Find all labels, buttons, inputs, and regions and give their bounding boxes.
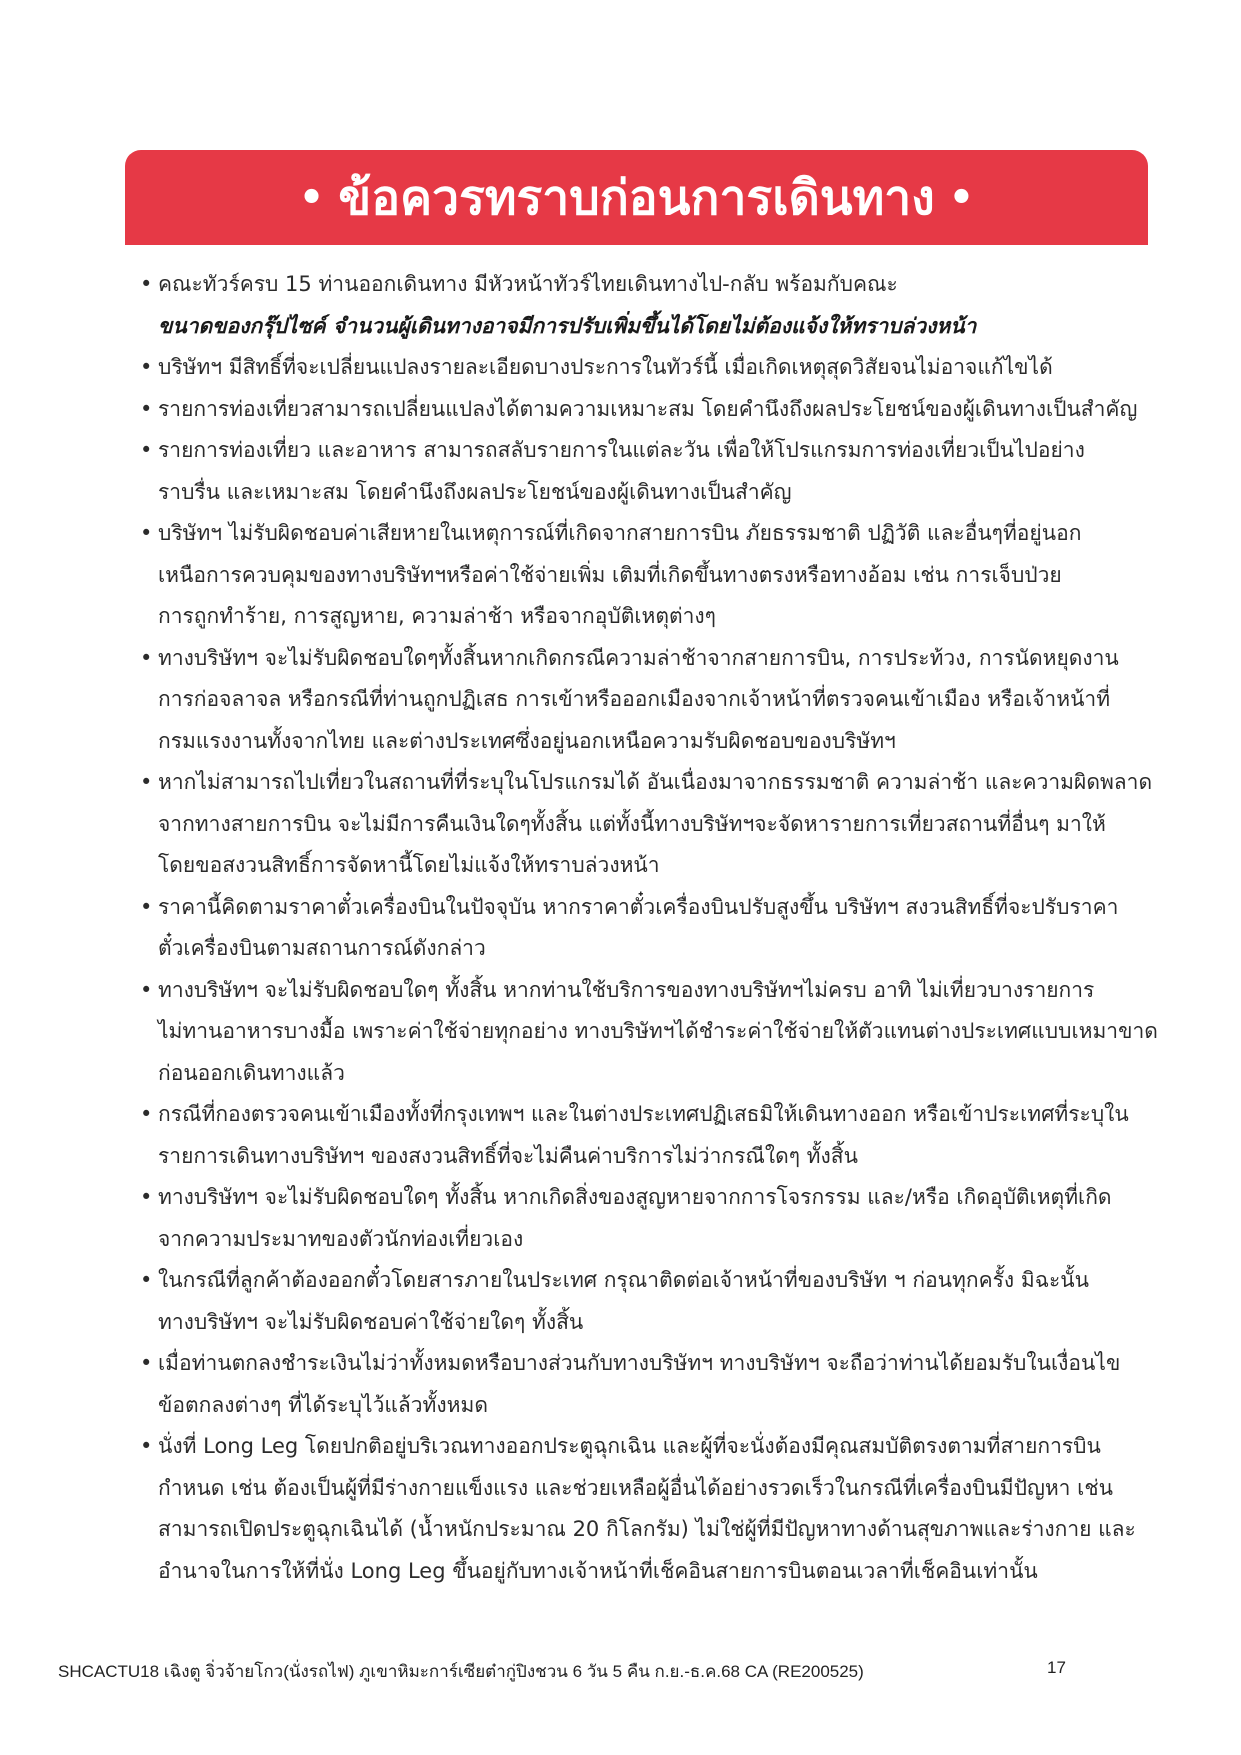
notice-item <box>140 762 1153 887</box>
page-number: 17 <box>1047 1658 1066 1677</box>
notice-line: • รายการท่องเที่ยวสามารถเปลี่ยนแปลงได้ตามความเหมาะสม โดยคำนึงถึงผลประโยชน์ของผู้เดินทางเป็นสำคัญ <box>158 396 1138 421</box>
notice-line: จากทางสายการบิน จะไม่มีการคืนเงินใดๆทั้งสิ้น แต่ทั้งนี้ทางบริษัทฯจะจัดหารายการเที่ยวสถานที่อื่นๆ มาให้ <box>158 811 1106 836</box>
notice-line: รายการเดินทางบริษัทฯ ของสงวนสิทธิ์ที่จะไม่คืนค่าบริการไม่ว่ากรณีใดๆ ทั้งสิ้น <box>158 1143 858 1168</box>
travel-notice-list <box>140 264 1158 1592</box>
notice-line: สามารถเปิดประตูฉุกเฉินได้ (น้ำหนักประมาณ 20 กิโลกรัม) ไม่ใช่ผู้ที่มีปัญหาทางด้านสุขภาพและร่างกาย และ <box>158 1517 1136 1541</box>
notice-line: ก่อนออกเดินทางแล้ว <box>158 1060 345 1085</box>
notice-line: • ทางบริษัทฯ จะไม่รับผิดชอบใดๆทั้งสิ้นหากเกิดกรณีความล่าช้าจากสายการบิน, การประท้วง, การนัดหยุดงาน <box>158 645 1119 670</box>
notice-item <box>140 513 1140 638</box>
notice-line: การถูกทำร้าย, การสูญหาย, ความล่าช้า หรือจากอุบัติเหตุต่างๆ <box>158 604 716 628</box>
notice-line: ราบรื่น และเหมาะสม โดยคำนึงถึงผลประโยชน์ของผู้เดินทางเป็นสำคัญ <box>158 479 792 504</box>
notice-item <box>140 347 1140 389</box>
notice-item <box>140 1094 1140 1177</box>
notice-line: จากความประมาทของตัวนักท่องเที่ยวเอง <box>158 1226 524 1251</box>
notice-item <box>140 638 1140 763</box>
notice-item <box>140 1343 1140 1426</box>
notice-item <box>140 430 1140 513</box>
notice-line: • บริษัทฯ มีสิทธิ์ที่จะเปลี่ยนแปลงรายละเอียดบางประการในทัวร์นี้ เมื่อเกิดเหตุสุดวิสัยจนไม่อาจแก้ไขได้ <box>158 355 1053 379</box>
section-title: ข้อควรทราบก่อนการเดินทาง <box>338 169 935 226</box>
notice-line: • ในกรณีที่ลูกค้าต้องออกตั๋วโดยสารภายในประเทศ กรุณาติดต่อเจ้าหน้าที่ของบริษัท ฯ ก่อนทุกครั้ง มิฉะนั้น <box>158 1268 1089 1292</box>
notice-item <box>140 1260 1140 1343</box>
notice-line: • บริษัทฯ ไม่รับผิดชอบค่าเสียหายในเหตุการณ์ที่เกิดจากสายการบิน ภัยธรรมชาติ ปฏิวัติ และอื่นๆที่อยู่นอก <box>158 521 1082 545</box>
notice-line: กรมแรงงานทั้งจากไทย และต่างประเทศซึ่งอยู่นอกเหนือความรับผิดชอบของบริษัทฯ <box>158 728 896 753</box>
notice-line: โดยขอสงวนสิทธิ์การจัดหานี้โดยไม่แจ้งให้ทราบล่วงหน้า <box>158 853 660 877</box>
notice-line: • รายการท่องเที่ยว และอาหาร สามารถสลับรายการในแต่ละวัน เพื่อให้โปรแกรมการท่องเที่ยวเป็นไปอย่าง <box>158 438 1085 462</box>
title-bullet-left: • <box>298 174 325 221</box>
notice-line: • ทางบริษัทฯ จะไม่รับผิดชอบใดๆ ทั้งสิ้น หากท่านใช้บริการของทางบริษัทฯไม่ครบ อาทิ ไม่เที่ยวบางรายการ <box>158 977 1095 1002</box>
notice-item <box>140 1177 1140 1260</box>
notice-item <box>140 970 1158 1095</box>
section-title-banner <box>125 150 1148 245</box>
notice-line: • ทางบริษัทฯ จะไม่รับผิดชอบใดๆ ทั้งสิ้น หากเกิดสิ่งของสูญหายจากการโจรกรรม และ/หรือ เกิดอุบัติเหตุที่เกิด <box>158 1185 1112 1209</box>
notice-line: • คณะทัวร์ครบ 15 ท่านออกเดินทาง มีหัวหน้าทัวร์ไทยเดินทางไป-กลับ พร้อมกับคณะ <box>158 272 898 296</box>
notice-line: ข้อตกลงต่างๆ ที่ได้ระบุไว้แล้วทั้งหมด <box>158 1392 488 1417</box>
notice-item <box>140 264 1140 347</box>
notice-line: • นั่งที่ Long Leg โดยปกติอยู่บริเวณทางออกประตูฉุกเฉิน และผู้ที่จะนั่งต้องมีคุณสมบัติตรงตามที่สายการบิน <box>158 1434 1101 1458</box>
notice-line: • กรณีที่กองตรวจคนเข้าเมืองทั้งที่กรุงเทพฯ และในต่างประเทศปฏิเสธมิให้เดินทางออก หรือเข้าประเทศที่ระบุใน <box>158 1102 1129 1126</box>
notice-line: • หากไม่สามารถไปเที่ยวในสถานที่ที่ระบุในโปรแกรมได้ อันเนื่องมาจากธรรมชาติ ความล่าช้า และความผิดพลาด <box>158 770 1153 794</box>
notice-line: อำนาจในการให้ที่นั่ง Long Leg ขึ้นอยู่กับทางเจ้าหน้าที่เช็คอินสายการบินตอนเวลาที่เช็คอินเท่านั้น <box>158 1558 1038 1583</box>
notice-line: ไม่ทานอาหารบางมื้อ เพราะค่าใช้จ่ายทุกอย่าง ทางบริษัทฯได้ชำระค่าใช้จ่ายให้ตัวแทนต่างประเทศแบบเหมาขาด <box>158 1019 1158 1043</box>
notice-line: การก่อจลาจล หรือกรณีที่ท่านถูกปฏิเสธ การเข้าหรือออกเมืองจากเจ้าหน้าที่ตรวจคนเข้าเมือง หรือเจ้าหน้าที่ <box>158 687 1111 711</box>
notice-line: ทางบริษัทฯ จะไม่รับผิดชอบค่าใช้จ่ายใดๆ ทั้งสิ้น <box>158 1309 584 1334</box>
notice-line: กำหนด เช่น ต้องเป็นผู้ที่มีร่างกายแข็งแรง และช่วยเหลือผู้อื่นได้อย่างรวดเร็วในกรณีที่เครื่องบินมีปัญหา เช่น <box>158 1475 1113 1500</box>
footer-tour-code: SHCACTU18 เฉิงตู จิ่วจ้ายโกว(นั่งรถไฟ) ภูเขาหิมะการ์เซียต๋ากู่ปิงชวน 6 วัน 5 คืน ก.ย.-ธ.ค.68 CA (RE200525) <box>58 1662 864 1681</box>
notice-line: ตั๋วเครื่องบินตามสถานการณ์ดังกล่าว <box>158 936 486 960</box>
title-bullet-right: • <box>948 174 975 221</box>
notice-line: • เมื่อท่านตกลงชำระเงินไม่ว่าทั้งหมดหรือบางส่วนกับทางบริษัทฯ ทางบริษัทฯ จะถือว่าท่านได้ยอมรับในเงื่อนไข <box>158 1351 1121 1375</box>
notice-line-emphasis: ขนาดของกรุ๊ปไซค์ จำนวนผู้เดินทางอาจมีการปรับเพิ่มขึ้นได้โดยไม่ต้องแจ้งให้ทราบล่วงหน้า <box>158 313 977 338</box>
notice-item <box>140 389 1140 431</box>
notice-line: เหนือการควบคุมของทางบริษัทฯหรือค่าใช้จ่ายเพิ่ม เติมที่เกิดขึ้นทางตรงหรือทางอ้อม เช่น การเจ็บป่วย <box>158 562 1062 587</box>
notice-item <box>140 1426 1140 1592</box>
notice-item <box>140 887 1140 970</box>
notice-line: • ราคานี้คิดตามราคาตั๋วเครื่องบินในปัจจุบัน หากราคาตั๋วเครื่องบินปรับสูงขึ้น บริษัทฯ สงวนสิทธิ์ที่จะปรับราคา <box>158 894 1119 919</box>
